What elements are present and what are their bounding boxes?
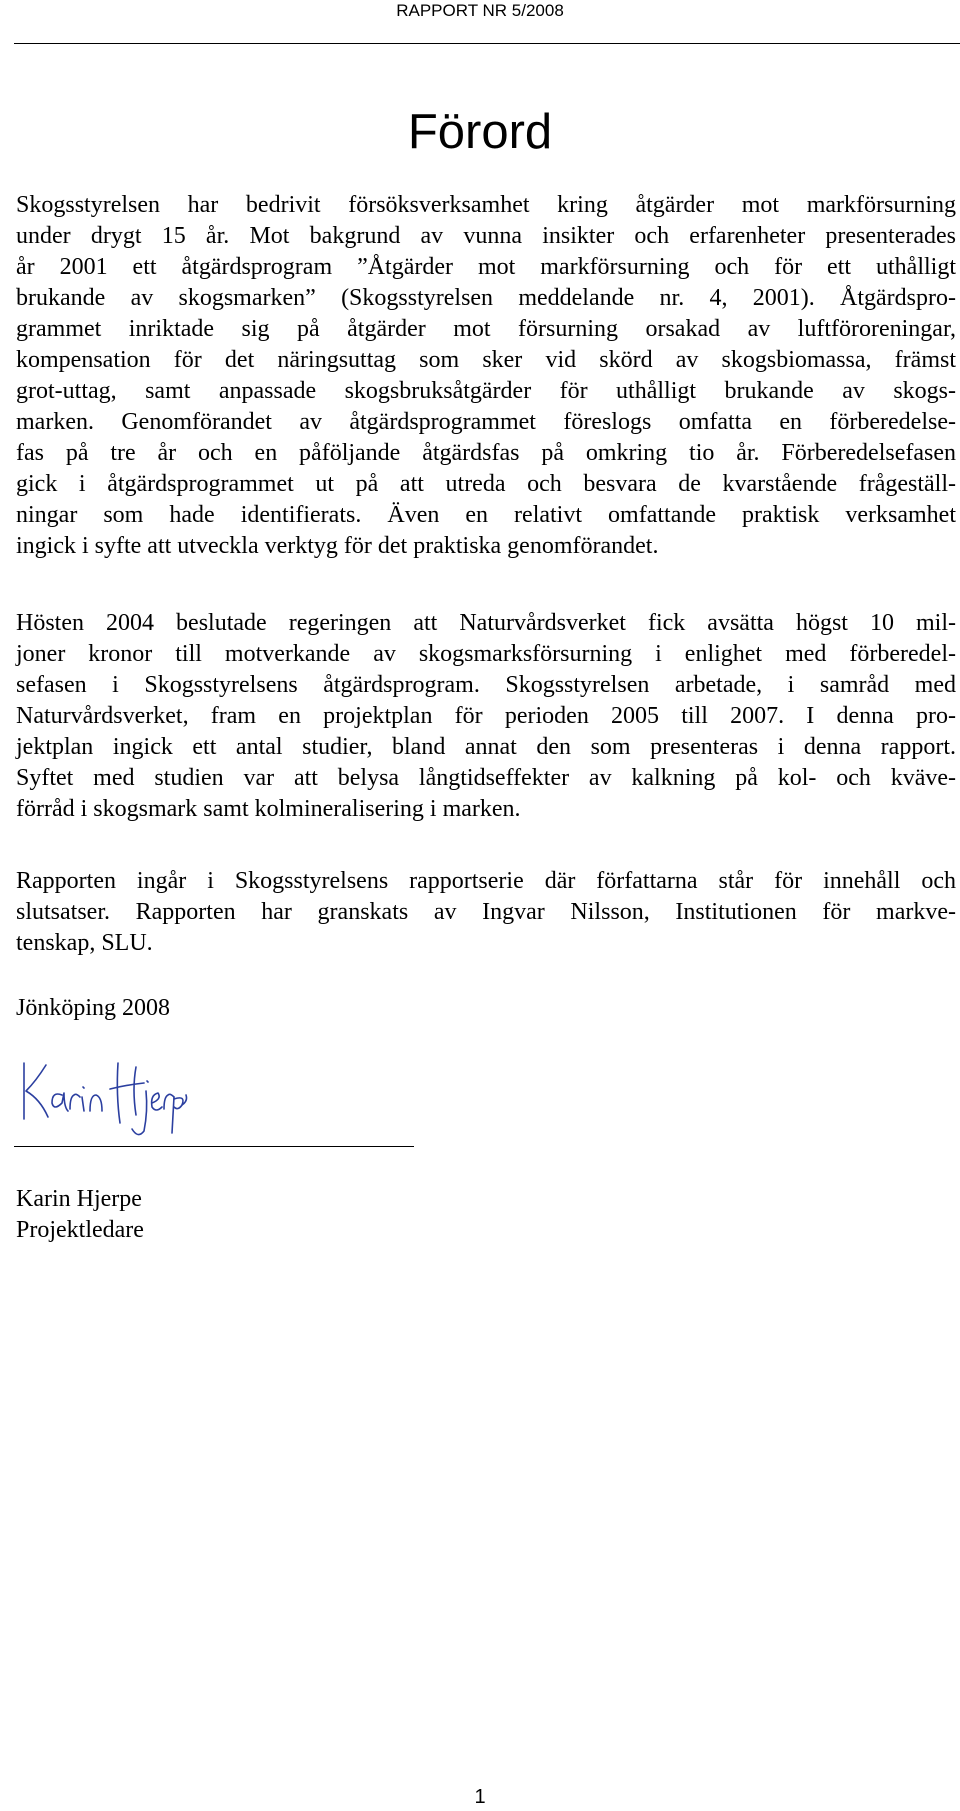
- paragraph-line: marken. Genomförandet av åtgärdsprogrammet föreslogs omfatta en förberedelse-: [16, 409, 956, 435]
- signature-image: [10, 1045, 190, 1145]
- paragraph-line: ingick i syfte att utveckla verktyg för det praktiska genomförandet.: [16, 533, 659, 559]
- paragraph-line: tenskap, SLU.: [16, 930, 153, 956]
- paragraph-line: Rapporten ingår i Skogsstyrelsens rapportserie där författarna står för innehåll och: [16, 868, 956, 894]
- paragraph-1: [16, 190, 956, 562]
- paragraph-3: [16, 866, 956, 959]
- paragraph-line: förråd i skogsmark samt kolmineralisering i marken.: [16, 796, 521, 822]
- paragraph-line: grammet inriktade sig på åtgärder mot försurning orsakad av luftföroreningar,: [16, 316, 956, 342]
- page-number: 1: [474, 1786, 486, 1808]
- paragraph-line: kompensation för det näringsuttag som sker vid skörd av skogsbiomassa, främst: [16, 347, 956, 373]
- page-title: Förord: [407, 105, 553, 159]
- paragraph-line: slutsatser. Rapporten har granskats av Ingvar Nilsson, Institutionen för markve-: [16, 899, 956, 925]
- paragraph-line: sefasen i Skogsstyrelsens åtgärdsprogram. Skogsstyrelsen arbetade, i samråd med: [16, 672, 956, 698]
- paragraph-line: under drygt 15 år. Mot bakgrund av vunna insikter och erfarenheter presenterades: [16, 223, 956, 249]
- paragraph-line: Syftet med studien var att belysa långtidseffekter av kalkning på kol- och kväve-: [16, 765, 956, 791]
- paragraph-line: gick i åtgärdsprogrammet ut på att utreda och besvara de kvarstående frågeställ-: [16, 471, 956, 497]
- paragraph-line: brukande av skogsmarken” (Skogsstyrelsen meddelande nr. 4, 2001). Åtgärdspro-: [16, 285, 956, 311]
- paragraph-2: [16, 608, 956, 825]
- paragraph-line: jektplan ingick ett antal studier, bland annat den som presenteras i denna rapport.: [16, 734, 956, 760]
- header-divider: [14, 43, 960, 44]
- signature-line: [14, 1146, 414, 1147]
- running-header: RAPPORT NR 5/2008: [396, 1, 564, 20]
- paragraph-line: Skogsstyrelsen har bedrivit försöksverksamhet kring åtgärder mot markförsurning: [16, 192, 956, 218]
- paragraph-line: Naturvårdsverket, fram en projektplan för perioden 2005 till 2007. I denna pro-: [16, 703, 956, 729]
- paragraph-line: fas på tre år och en påföljande åtgärdsfas på omkring tio år. Förberedelsefasen: [16, 440, 956, 466]
- signatory-role: Projektledare: [16, 1217, 144, 1243]
- paragraph-line: ningar som hade identifierats. Även en relativt omfattande praktisk verksamhet: [16, 502, 956, 528]
- place-date: Jönköping 2008: [16, 995, 171, 1021]
- signatory-name: Karin Hjerpe: [16, 1186, 142, 1212]
- paragraph-line: joner kronor till motverkande av skogsmarksförsurning i enlighet med förberedel-: [16, 641, 956, 667]
- paragraph-line: Hösten 2004 beslutade regeringen att Naturvårdsverket fick avsätta högst 10 mil-: [16, 610, 956, 636]
- paragraph-line: år 2001 ett åtgärdsprogram ”Åtgärder mot markförsurning och för ett uthålligt: [16, 254, 956, 280]
- paragraph-line: grot-uttag, samt anpassade skogsbruksåtgärder för uthålligt brukande av skogs-: [16, 378, 956, 404]
